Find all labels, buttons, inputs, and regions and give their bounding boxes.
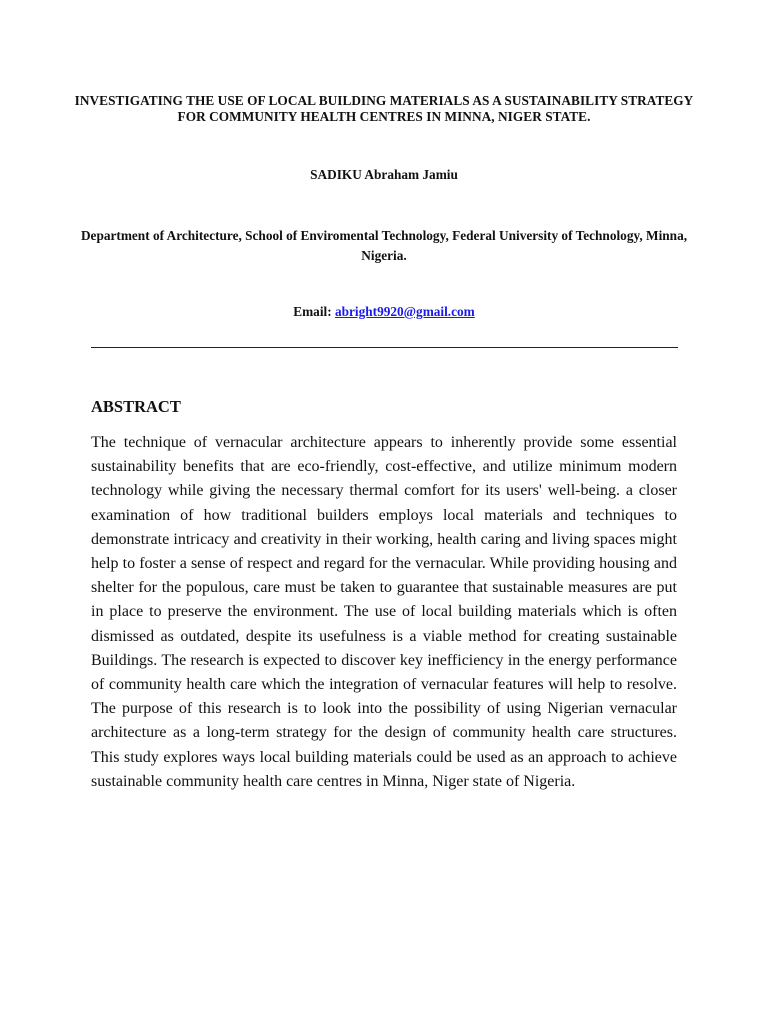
horizontal-divider [91,347,678,348]
abstract-heading: ABSTRACT [91,397,181,416]
email-link[interactable]: abright9920@gmail.com [334,304,475,319]
author-affiliation: Department of Architecture, School of Enviromental Technology, Federal University of Technology, Minna, Nigeria. [80,228,688,263]
email-label: Email: [293,304,332,319]
paper-title: INVESTIGATING THE USE OF LOCAL BUILDING MATERIALS AS A SUSTAINABILITY STRATEGY FOR COMMUNITY HEALTH CENTRES IN MINNA, NIGER STATE. [74,93,694,124]
email-line [0,304,768,320]
author-name: SADIKU Abraham Jamiu [310,167,458,182]
abstract-body: The technique of vernacular architecture appears to inherently provide some essential sustainability benefits that are eco-friendly, cost-effective, and utilize minimum modern technology while giving the necessary thermal comfort for its users' well-being. a closer examination of how traditional builders employs local materials and techniques to demonstrate intricacy and creativity in their working, health caring and living spaces might help to foster a sense of respect and regard for the vernacular. While providing housing and shelter for the populous, care must be taken to guarantee that sustainable measures are put in place to preserve the environment. The use of local building materials which is often dismissed as outdated, despite its usefulness is a viable method for creating sustainable Buildings. The research is expected to discover key inefficiency in the energy performance of community health care which the integration of vernacular features will help to resolve. The purpose of this research is to look into the possibility of using Nigerian vernacular architecture as a long-term strategy for the design of community health care structures. This study explores ways local building materials could be used as an approach to achieve sustainable community health care centres in Minna, Niger state of Nigeria. [91,434,677,790]
